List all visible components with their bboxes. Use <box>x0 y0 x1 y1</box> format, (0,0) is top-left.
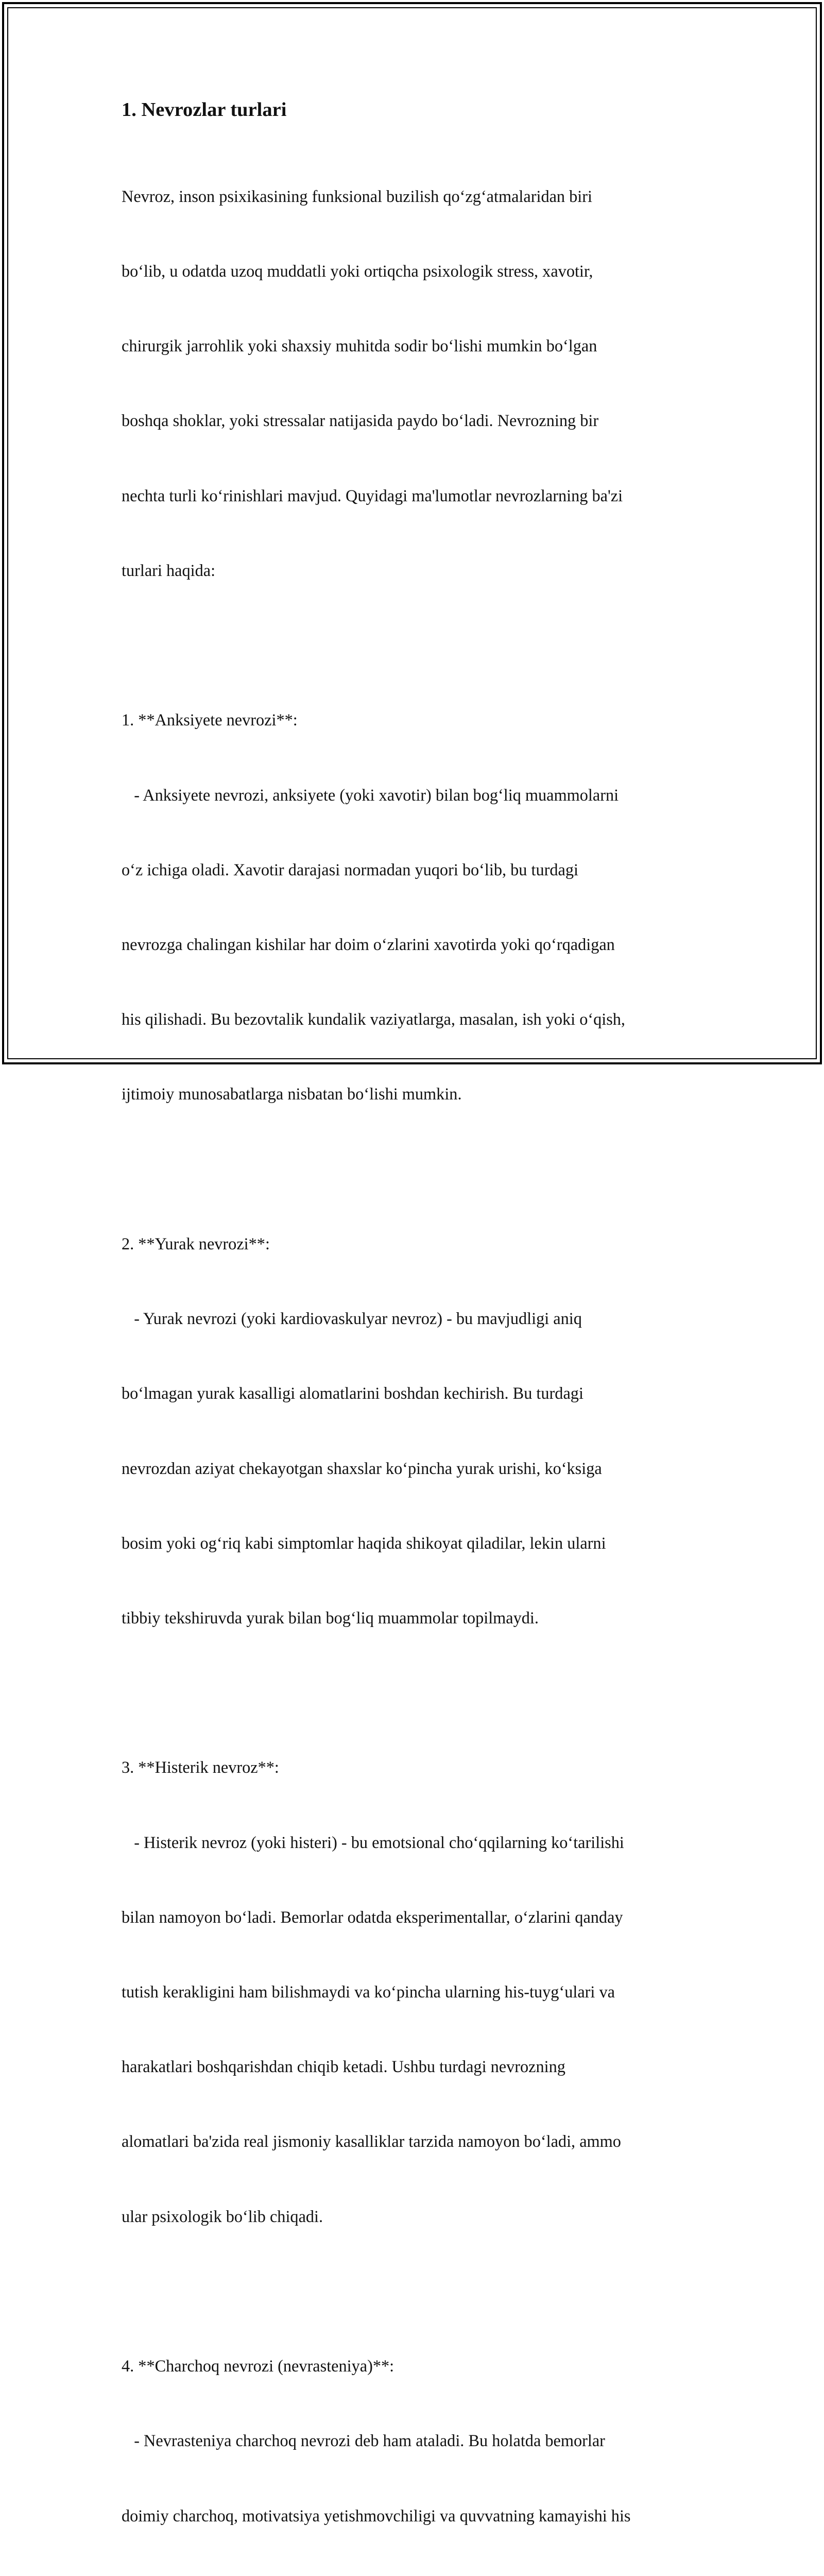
section-charchoq <box>122 2303 709 2576</box>
document-page <box>122 94 709 2576</box>
text-line: - Nevrasteniya charchoq nevrozi deb ham ataladi. Bu holatda bemorlar <box>122 2431 605 2450</box>
section-anksiyete <box>122 658 709 1157</box>
text-line: bo‘lib, u odatda uzoq muddatli yoki ortiqcha psixologik stress, xavotir, <box>122 262 593 281</box>
paragraph-gap <box>122 633 709 657</box>
text-line: tutish kerakligini ham bilishmaydi va ko‘pincha ularning his-tuyg‘ulari va <box>122 1982 615 2002</box>
text-line: nevrozga chalingan kishilar har doim o‘zlarini xavotirda yoki qo‘rqadigan <box>122 935 615 954</box>
section-heading: 1. **Anksiyete nevrozi**: <box>122 710 298 730</box>
text-line: ijtimoiy munosabatlarga nisbatan bo‘lishi mumkin. <box>122 1084 462 1104</box>
text-line: doimiy charchoq, motivatsiya yetishmovchiligi va quvvatning kamayishi his <box>122 2506 631 2525</box>
section-heading: 2. **Yurak nevrozi**: <box>122 1234 270 1253</box>
text-line: tibbiy tekshiruvda yurak bilan bog‘liq muammolar topilmaydi. <box>122 1608 539 1627</box>
text-line: bo‘lmagan yurak kasalligi alomatlarini boshdan kechirish. Bu turdagi <box>122 1384 583 1403</box>
text-line: - Anksiyete nevrozi, anksiyete (yoki xavotir) bilan bog‘liq muammolarni <box>122 785 619 804</box>
paragraph-gap <box>122 1157 709 1181</box>
paragraph-gap <box>122 1680 709 1705</box>
text-line: bilan namoyon bo‘ladi. Bemorlar odatda eksperimentallar, o‘zlarini qanday <box>122 1907 623 1926</box>
text-line: boshqa shoklar, yoki stressalar natijasida paydo bo‘ladi. Nevrozning bir <box>122 411 599 430</box>
text-line: alomatlari ba'zida real jismoniy kasalliklar tarzida namoyon bo‘ladi, ammo <box>122 2132 621 2151</box>
paragraph-gap <box>122 2279 709 2303</box>
section-yurak <box>122 1181 709 1680</box>
document-title: 1. Nevrozlar turlari <box>122 99 287 121</box>
text-line: bosim yoki og‘riq kabi simptomlar haqida shikoyat qiladilar, lekin ularni <box>122 1533 606 1552</box>
text-line: o‘z ichiga oladi. Xavotir darajasi normadan yuqori bo‘lib, bu turdagi <box>122 860 579 879</box>
text-line: ular psixologik bo‘lib chiqadi. <box>122 2207 323 2226</box>
text-line: - Yurak nevrozi (yoki kardiovaskulyar nevroz) - bu mavjudligi aniq <box>122 1309 582 1328</box>
text-line: his qilishadi. Bu bezovtalik kundalik vaziyatlarga, masalan, ish yoki o‘qish, <box>122 1010 626 1029</box>
text-line: chirurgik jarrohlik yoki shaxsiy muhitda sodir bo‘lishi mumkin bo‘lgan <box>122 336 597 355</box>
text-line: nechta turli ko‘rinishlari mavjud. Quyidagi ma'lumotlar nevrozlarning ba'zi <box>122 486 623 505</box>
text-line: - Histerik nevroz (yoki histeri) - bu emotsional cho‘qqilarning ko‘tarilishi <box>122 1833 624 1852</box>
text-line: nevrozdan aziyat chekayotgan shaxslar ko‘pincha yurak urishi, ko‘ksiga <box>122 1459 602 1478</box>
section-heading: 4. **Charchoq nevrozi (nevrasteniya)**: <box>122 2357 394 2376</box>
section-histerik <box>122 1705 709 2279</box>
intro-paragraph <box>122 134 709 633</box>
section-heading: 3. **Histerik nevroz**: <box>122 1758 279 1777</box>
text-line: Nevroz, inson psixikasining funksional buzilish qo‘zg‘atmalaridan biri <box>122 187 592 206</box>
text-line: harakatlari boshqarishdan chiqib ketadi. Ushbu turdagi nevrozning <box>122 2057 565 2076</box>
text-line: turlari haqida: <box>122 561 216 580</box>
